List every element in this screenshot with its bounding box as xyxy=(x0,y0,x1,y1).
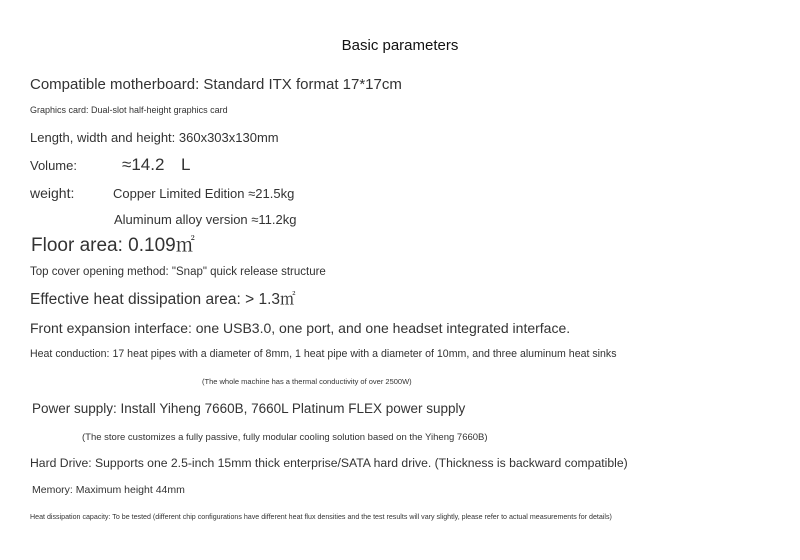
memory-spec: Memory: Maximum height 44mm xyxy=(32,484,185,496)
graphics-card-spec: Graphics card: Dual-slot half-height graphics card xyxy=(30,105,228,115)
top-cover-spec: Top cover opening method: "Snap" quick release structure xyxy=(30,266,326,278)
dimensions-spec: Length, width and height: 360x303x130mm xyxy=(30,130,279,145)
volume-value: ≈14.2 xyxy=(122,155,165,174)
floor-area-spec: Floor area: 0.109㎡ xyxy=(31,235,195,256)
weight-label: weight: xyxy=(30,185,75,201)
power-supply-note: (The store customizes a fully passive, fully modular cooling solution based on the Yiheng 7660B) xyxy=(82,432,488,443)
heat-area-spec: Effective heat dissipation area: > 1.3㎡ xyxy=(30,291,296,308)
volume-label: Volume: xyxy=(30,158,77,173)
volume-unit: L xyxy=(181,155,191,174)
motherboard-spec: Compatible motherboard: Standard ITX format 17*17cm xyxy=(30,76,402,93)
thermal-conductivity-note: (The whole machine has a thermal conductivity of over 2500W) xyxy=(202,377,412,386)
hard-drive-spec: Hard Drive: Supports one 2.5-inch 15mm thick enterprise/SATA hard drive. (Thickness is backward compatible) xyxy=(30,456,628,470)
front-io-spec: Front expansion interface: one USB3.0, one port, and one headset integrated interface. xyxy=(30,320,571,336)
heat-capacity-spec: Heat dissipation capacity: To be tested (different chip configurations have different heat flux densities and the test results will vary slightly, please refer to actual measurements for details) xyxy=(30,513,612,521)
power-supply-spec: Power supply: Install Yiheng 7660B, 7660L Platinum FLEX power supply xyxy=(32,401,466,416)
weight-aluminum: Aluminum alloy version ≈11.2kg xyxy=(114,212,297,227)
page-title: Basic parameters xyxy=(341,37,459,54)
heat-conduction-spec: Heat conduction: 17 heat pipes with a diameter of 8mm, 1 heat pipe with a diameter of 10mm, and three aluminum heat sinks xyxy=(30,348,617,360)
weight-copper: Copper Limited Edition ≈21.5kg xyxy=(113,186,295,201)
